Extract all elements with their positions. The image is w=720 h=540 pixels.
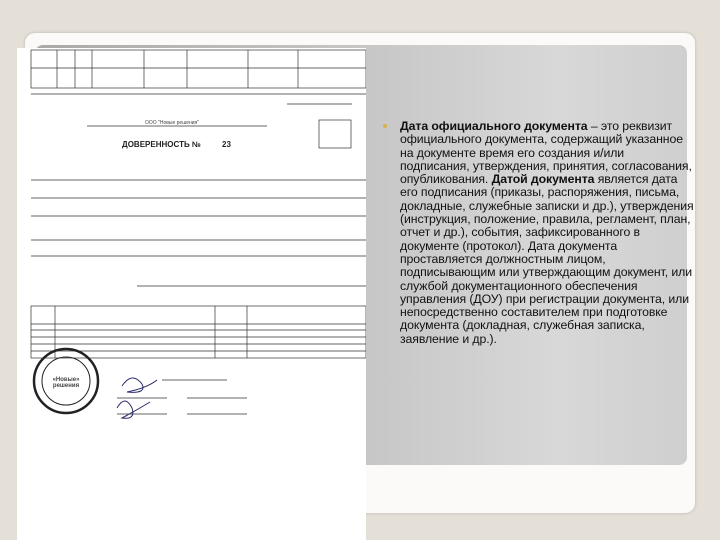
power-of-attorney-image [17,48,366,540]
document-number: 23 [222,140,231,149]
definition-paragraph [400,120,695,346]
definition-text: – это реквизит официального документа, содержащий указанное на документе время его создания и/или подписания, утверждения, принятия, согласования, опубликования. [400,119,692,187]
document-title: ДОВЕРЕННОСТЬ № [122,140,201,149]
definition-text-continued: является дата его подписания (приказы, распоряжения, письма, докладные, служебные записки и др.), утверждения (инструкция, положение, правила, регламент, план, отчет и др.), события, зафиксированного в документе (протокол). Дата документа проставляется должностным лицом, подписывающим или утверждающим документ, или службой документационного обеспечения управления (ДОУ) при регистрации документа, или непосредственно составителем при подготовке документа (докладная, служебная записка, заявление и др.). [400,172,694,346]
bullet-icon [383,124,387,128]
term-date: Дата официального документа [400,119,588,133]
term-document-date: Датой документа [491,172,595,187]
stamp-text: «Новые» решения [52,377,80,389]
document-organization: ООО "Новые решения" [145,120,200,126]
